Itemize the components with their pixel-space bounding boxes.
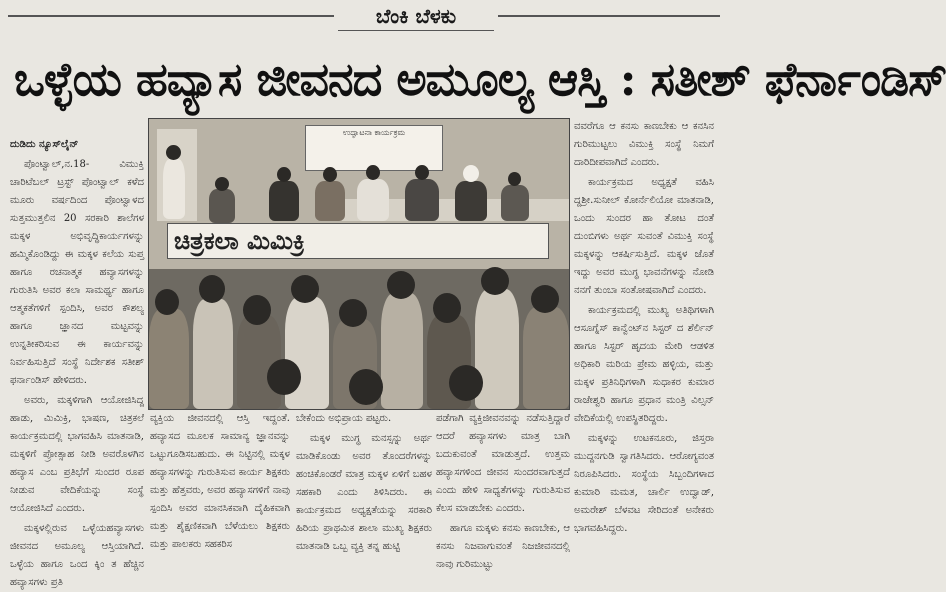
guest-head xyxy=(215,177,229,191)
paragraph: ಹಾಗೂ ಮಕ್ಕಳು ಕನಸು ಕಾಣಬೇಕು, ಆ ಕನಸು ನಿಜವಾಗುವಂತೆ ನಿಜಜೀವನದಲ್ಲಿ ನಾವು ಗುರಿಮುಟ್ಟು xyxy=(436,523,570,570)
child-figure xyxy=(523,307,569,409)
paragraph: ಮಕ್ಕಳ ಮುಗ್ಧ ಮನಸ್ಸನ್ನು ಅರ್ಥ ಮಾಡಿಕೊಂಡು ಅವರ ತೊಂದರೆಗಳನ್ನು ಹಂಚಿಕೊಂಡರೆ ಮಾತ್ರ ಮಕ್ಕಳ ಏಳಿಗೆ ಬಹಳ ಸಹಕಾರಿ ಎಂದು ತಿಳಿಸಿದರು. ಈ ಕಾರ್ಯಕ್ರಮದ ಅಧ್ಯಕ್ಷತೆಯನ್ನು ಸರಕಾರಿ ಹಿರಿಯ ಪ್ರಾಥಮಿಕ ಶಾಲಾ ಮುಖ್ಯ ಶಿಕ್ಷಕರು ಮಾತನಾಡಿ ಒಬ್ಬ ವ್ಯಕ್ತಿ ತನ್ನ ಹುಟ್ಟಿ xyxy=(296,433,432,552)
child-figure xyxy=(193,299,233,409)
guest-head xyxy=(366,165,380,180)
child-figure xyxy=(149,309,189,409)
guest-figure xyxy=(315,181,345,221)
guest-figure xyxy=(357,179,389,221)
child-head xyxy=(349,369,383,405)
sign-text: ಚಿತ್ರಕಲಾ ಮಿಮಿಕ್ರಿ xyxy=(174,227,306,255)
child-head xyxy=(267,359,301,395)
child-head xyxy=(433,293,461,323)
guest-head xyxy=(166,145,181,160)
guest-figure xyxy=(455,181,487,221)
child-head xyxy=(531,285,559,313)
section-title: ಬೆಂಕಿ ಬೆಳಕು xyxy=(338,2,494,31)
dateline: ದುಡಿದು ನ್ಯೂಸ್‌ಲೈನ್ xyxy=(10,139,79,150)
paragraph: ಪೊಂಟ್ವಾಲ್,ನ.18- ವಿಮುಕ್ತಿ ಚಾರಿಟೆಬಲ್ ಟ್ರಸ್ಟ್ ಪೊಂಟ್ವಾಲ್ ಕಳೆದ ಮೂರು ವರ್ಷದಿಂದ ಪೊಂಟ್ವಾಳದ ಸುತ್ತಮುತ್ತಲಿನ 20 ಸರಕಾರಿ ಶಾಲೆಗಳ ಮಕ್ಕಳ ಅಭಿವೃದ್ಧಿಕಾರ್ಯಗಳನ್ನು ಹಮ್ಮಿಕೊಂಡಿದ್ದು ಈ ಮಕ್ಕಳ ಕಲೆಯ ಸುಪ್ತ ಹಾಗೂ ರಚನಾತ್ಮಕ ಹವ್ಯಾಸಗಳನ್ನು ಗುರುತಿಸಿ ಅವರ ಕಲಾ ಸಾಮರ್ಥ್ಯ ಹಾಗೂ ಆತ್ಮಕತೆಗಳಿಗೆ ಸ್ಪಂದಿಸಿ, ಅವರ ಕೌಶಲ್ಯ ಹಾಗೂ ಜ್ಞಾನದ ಮಟ್ಟವನ್ನು ಉನ್ನತೀಕರಿಸುವ ಈ ಕಾರ್ಯವನ್ನು ನಿರ್ವಹಿಸುತ್ತಿದೆ ಸಂಸ್ಥೆ ನಿರ್ದೇಶಕ ಸತೀಶ್ ಫರ್ನಾಂಡಿಸ್ ಹೇಳಿದರು. xyxy=(10,159,144,386)
event-photo xyxy=(148,118,570,410)
child-head xyxy=(481,267,509,295)
guest-head xyxy=(463,165,479,182)
paragraph: ವ್ಯಕ್ತಿಯ ಜೀವನದಲ್ಲಿ ಆಸ್ತಿ ಇದ್ದಂತೆ. ಹವ್ಯಾಸದ ಮೂಲಕ ಸಾಮಾನ್ಯ ಜ್ಞಾನವನ್ನು ಒಟ್ಟುಗೂಡಿಸಬಹುದು. ಈ ನಿಟ್ಟಿನಲ್ಲಿ ಮಕ್ಕಳ ಹವ್ಯಾಸಗಳನ್ನು ಗುರುತಿಸುವ ಕಾರ್ಯ ಶಿಕ್ಷಕರು ಮತ್ತು ಹೆತ್ತವರು, ಅವರ ಹವ್ಯಾಸಗಳಿಗೆ ನಾವು ಸ್ಪಂದಿಸಿ ಅವರ ಮಾನಸಿಕವಾಗಿ ದೈಹಿಕವಾಗಿ ಮತ್ತು ಶೈಕ್ಷಣಿಕವಾಗಿ ಬೆಳೆಯಲು ಶಿಕ್ಷಕರು ಮತ್ತು ಪಾಲಕರು ಸಹಕರಿಸ xyxy=(150,413,290,550)
guest-head xyxy=(323,167,337,182)
paragraph: ಕಾರ್ಯಕ್ರಮದ ಅಧ್ಯಕ್ಷತೆ ವಹಿಸಿ ದ್ದಶ್ರೀ.ಸುನೀಲ್ ಕೋರ್ನೆಲಿಯೋ ಮಾತನಾಡಿ, ಒಂದು ಸುಂದರ ಹಾ ತೋಟ ದಂತೆ ದುಂಬಿಗಳು ಅರ್ಥ ಸುವಂತೆ ವಿಮುಕ್ತಿ ಸಂಸ್ಥೆ ಮಕ್ಕಳನ್ನು ಆಕರ್ಷಿಸುತ್ತಿದೆ. ಮಕ್ಕಳ ಜೊತೆ ಇದ್ದು ಅವರ ಮುಗ್ಧ ಭಾವನೆಗಳನ್ನು ನೋಡಿ ನನಗೆ ತುಂಬಾ ಸಂತೋಷವಾಗಿದೆ ಎಂದರು. xyxy=(574,177,714,296)
child-head xyxy=(291,275,319,303)
paragraph: ಪಡೆಗಾಗಿ ವ್ಯಕ್ತಿಜೀವನವನ್ನು ನಡೆಸುತ್ತಿದ್ದಾರೆ ಆದರೆ ಹವ್ಯಾಸಗಳು ಮಾತ್ರ ಬಾಗಿ ಬದುಕುವಂತೆ ಮಾಡುತ್ತದೆ. ಉತ್ತಮ ಹವ್ಯಾಸಗಳಿಂದ ಜೀವನ ಸುಂದರವಾಗುತ್ತದೆ ಎಂದು ಹೇಳಿ ಸಾಧ್ಯತೆಗಳನ್ನು ಗುರುತಿಸುವ ಕೆಲಸ ಮಾಡಬೇಕು ಎಂದರು. xyxy=(436,413,570,514)
paragraph: ಮಕ್ಕಳಲ್ಲಿರುವ ಒಳ್ಳೆಯಹವ್ಯಾಸಗಳು ಜೀವನದ ಅಮೂಲ್ಯ ಆಸ್ತಿಯಾಗಿದೆ. ಒಳ್ಳೆಯ ಹಾಗೂ ಒಂದ ಕ್ಕಿಂ ತ ಹೆಚ್ಚಿನ ಹವ್ಯಾಸಗಳು ಪ್ರತಿ xyxy=(10,523,144,588)
guest-head xyxy=(277,167,291,182)
paragraph: ಮಕ್ಕಳನ್ನು ಉಟಕನೂರು, ಜಿಸ್ತರಾ ಮುದ್ದನಗುಡಿ ಸ್ವಾಗತಿಸಿದರು. ಆರೋಗ್ಯವಂತ ನಿರೂಪಿಸಿದರು. ಸಂಸ್ಥೆಯ ಸಿಬ್ಬಂದಿಗಳಾದ ಕುಮಾರಿ ಮಮತ, ಚಾರ್ಲಿ ಉದ್ವಾಡ್, ಅಮರೇಶ್ ಬೆಳವಟ ಸೇರಿದಂತೆ ಅನೇಕರು ಭಾಗವಹಿಸಿದ್ದರು. xyxy=(574,433,714,534)
paragraph: ಬೇಕೆಂದು ಅಭಿಪ್ರಾಯ ಪಟ್ಟರು. xyxy=(296,413,392,424)
article-column-4 xyxy=(436,410,570,570)
masthead-rule-left xyxy=(8,15,334,17)
guest-head xyxy=(508,172,521,186)
article-column-2 xyxy=(150,410,290,562)
guest-figure xyxy=(405,179,439,221)
child-head xyxy=(387,271,415,299)
masthead-rule-right xyxy=(498,15,720,17)
guest-figure xyxy=(163,159,185,219)
masthead xyxy=(0,0,733,38)
paragraph: ಅವರು, ಮಕ್ಕಳಿಗಾಗಿ ಆಯೋಜಿಸಿದ್ದ ಹಾಡು, ಮಿಮಿಕ್ರಿ, ಭಾಷಣ, ಚಿತ್ರಕಲೆ ಕಾರ್ಯಕ್ರಮದಲ್ಲಿ ಭಾಗವಹಿಸಿ ಮಾತನಾಡಿ, ಮಕ್ಕಳಿಗೆ ಪ್ರೋತ್ಸಾಹ ನೀಡಿ ಅವರೊಳಗಿನ ಹವ್ಯಾಸ ಎಂಬ ಪ್ರತಿಭೆಗೆ ಸುಂದರ ರೂಪ ನೀಡುವ ವೇದಿಕೆಯನ್ನು ಸಂಸ್ಥೆ ಆಯೋಜಿಸಿದೆ ಎಂದರು. xyxy=(10,395,144,514)
banner-text: ಉದ್ಘಾಟನಾ ಕಾರ್ಯಕ್ರಮ xyxy=(342,128,406,137)
article-column-5 xyxy=(574,118,714,564)
guest-figure xyxy=(269,181,299,221)
paragraph: ಕಾರ್ಯಕ್ರಮದಲ್ಲಿ ಮುಖ್ಯ ಅತಿಥಿಗಳಾಗಿ ಆಸೂಗ್ನೆಸ್ ಕಾನ್ವೆಂಟ್‌ನ ಸಿಸ್ಟರ್ ದ ಶೆರ್ಲಿನ್ ಹಾಗೂ ಸಿಸ್ಟರ್ ಹೃದಯ ಮೇರಿ ಆಡಳಿತ ಅಧಿಕಾರಿ ಮರಿಯ ಪ್ರೇಮ ಹಳ್ಳಿಯ, ಮತ್ತು ಮಕ್ಕಳ ಪ್ರತಿನಿಧಿಗಳಾಗಿ ಸುಧಾಕರ ಕುಮಾರ ರಾಜೇಶ್ವರಿ ಹಾಗೂ ಪ್ರಧಾನ ಮಂತ್ರಿ ವಿಲ್ಸನ್ ವೇದಿಕೆಯಲ್ಲಿ ಉಪಸ್ಥಿತರಿದ್ದರು. xyxy=(574,305,714,424)
child-head xyxy=(243,295,271,325)
event-sign xyxy=(167,223,549,259)
article-column-3 xyxy=(296,410,432,562)
headline: ಒಳ್ಳೆಯ ಹವ್ಯಾಸ ಜೀವನದ ಅಮೂಲ್ಯ ಆಸ್ತಿ : ಸತೀಶ್ ಫೆರ್ನಾಂಡಿಸ್ xyxy=(14,52,946,106)
child-figure xyxy=(381,293,423,409)
guest-head xyxy=(415,165,429,180)
article-column-1 xyxy=(10,136,144,588)
child-figure xyxy=(475,289,519,409)
child-head xyxy=(155,289,179,315)
child-head xyxy=(449,365,483,401)
guest-figure xyxy=(209,189,235,223)
child-head xyxy=(339,299,367,327)
paragraph: ವವರೆಗೂ ಆ ಕನಸು ಕಾಣಬೇಕು ಆ ಕನಸಿನ ಗುರಿಮುಟ್ಟಲು ವಿಮುಕ್ತಿ ಸಂಸ್ಥೆ ನಿಮಗೆ ದಾರಿದೀಪವಾಗಿದೆ ಎಂದರು. xyxy=(574,121,714,168)
guest-figure xyxy=(501,185,529,221)
child-head xyxy=(199,275,225,303)
